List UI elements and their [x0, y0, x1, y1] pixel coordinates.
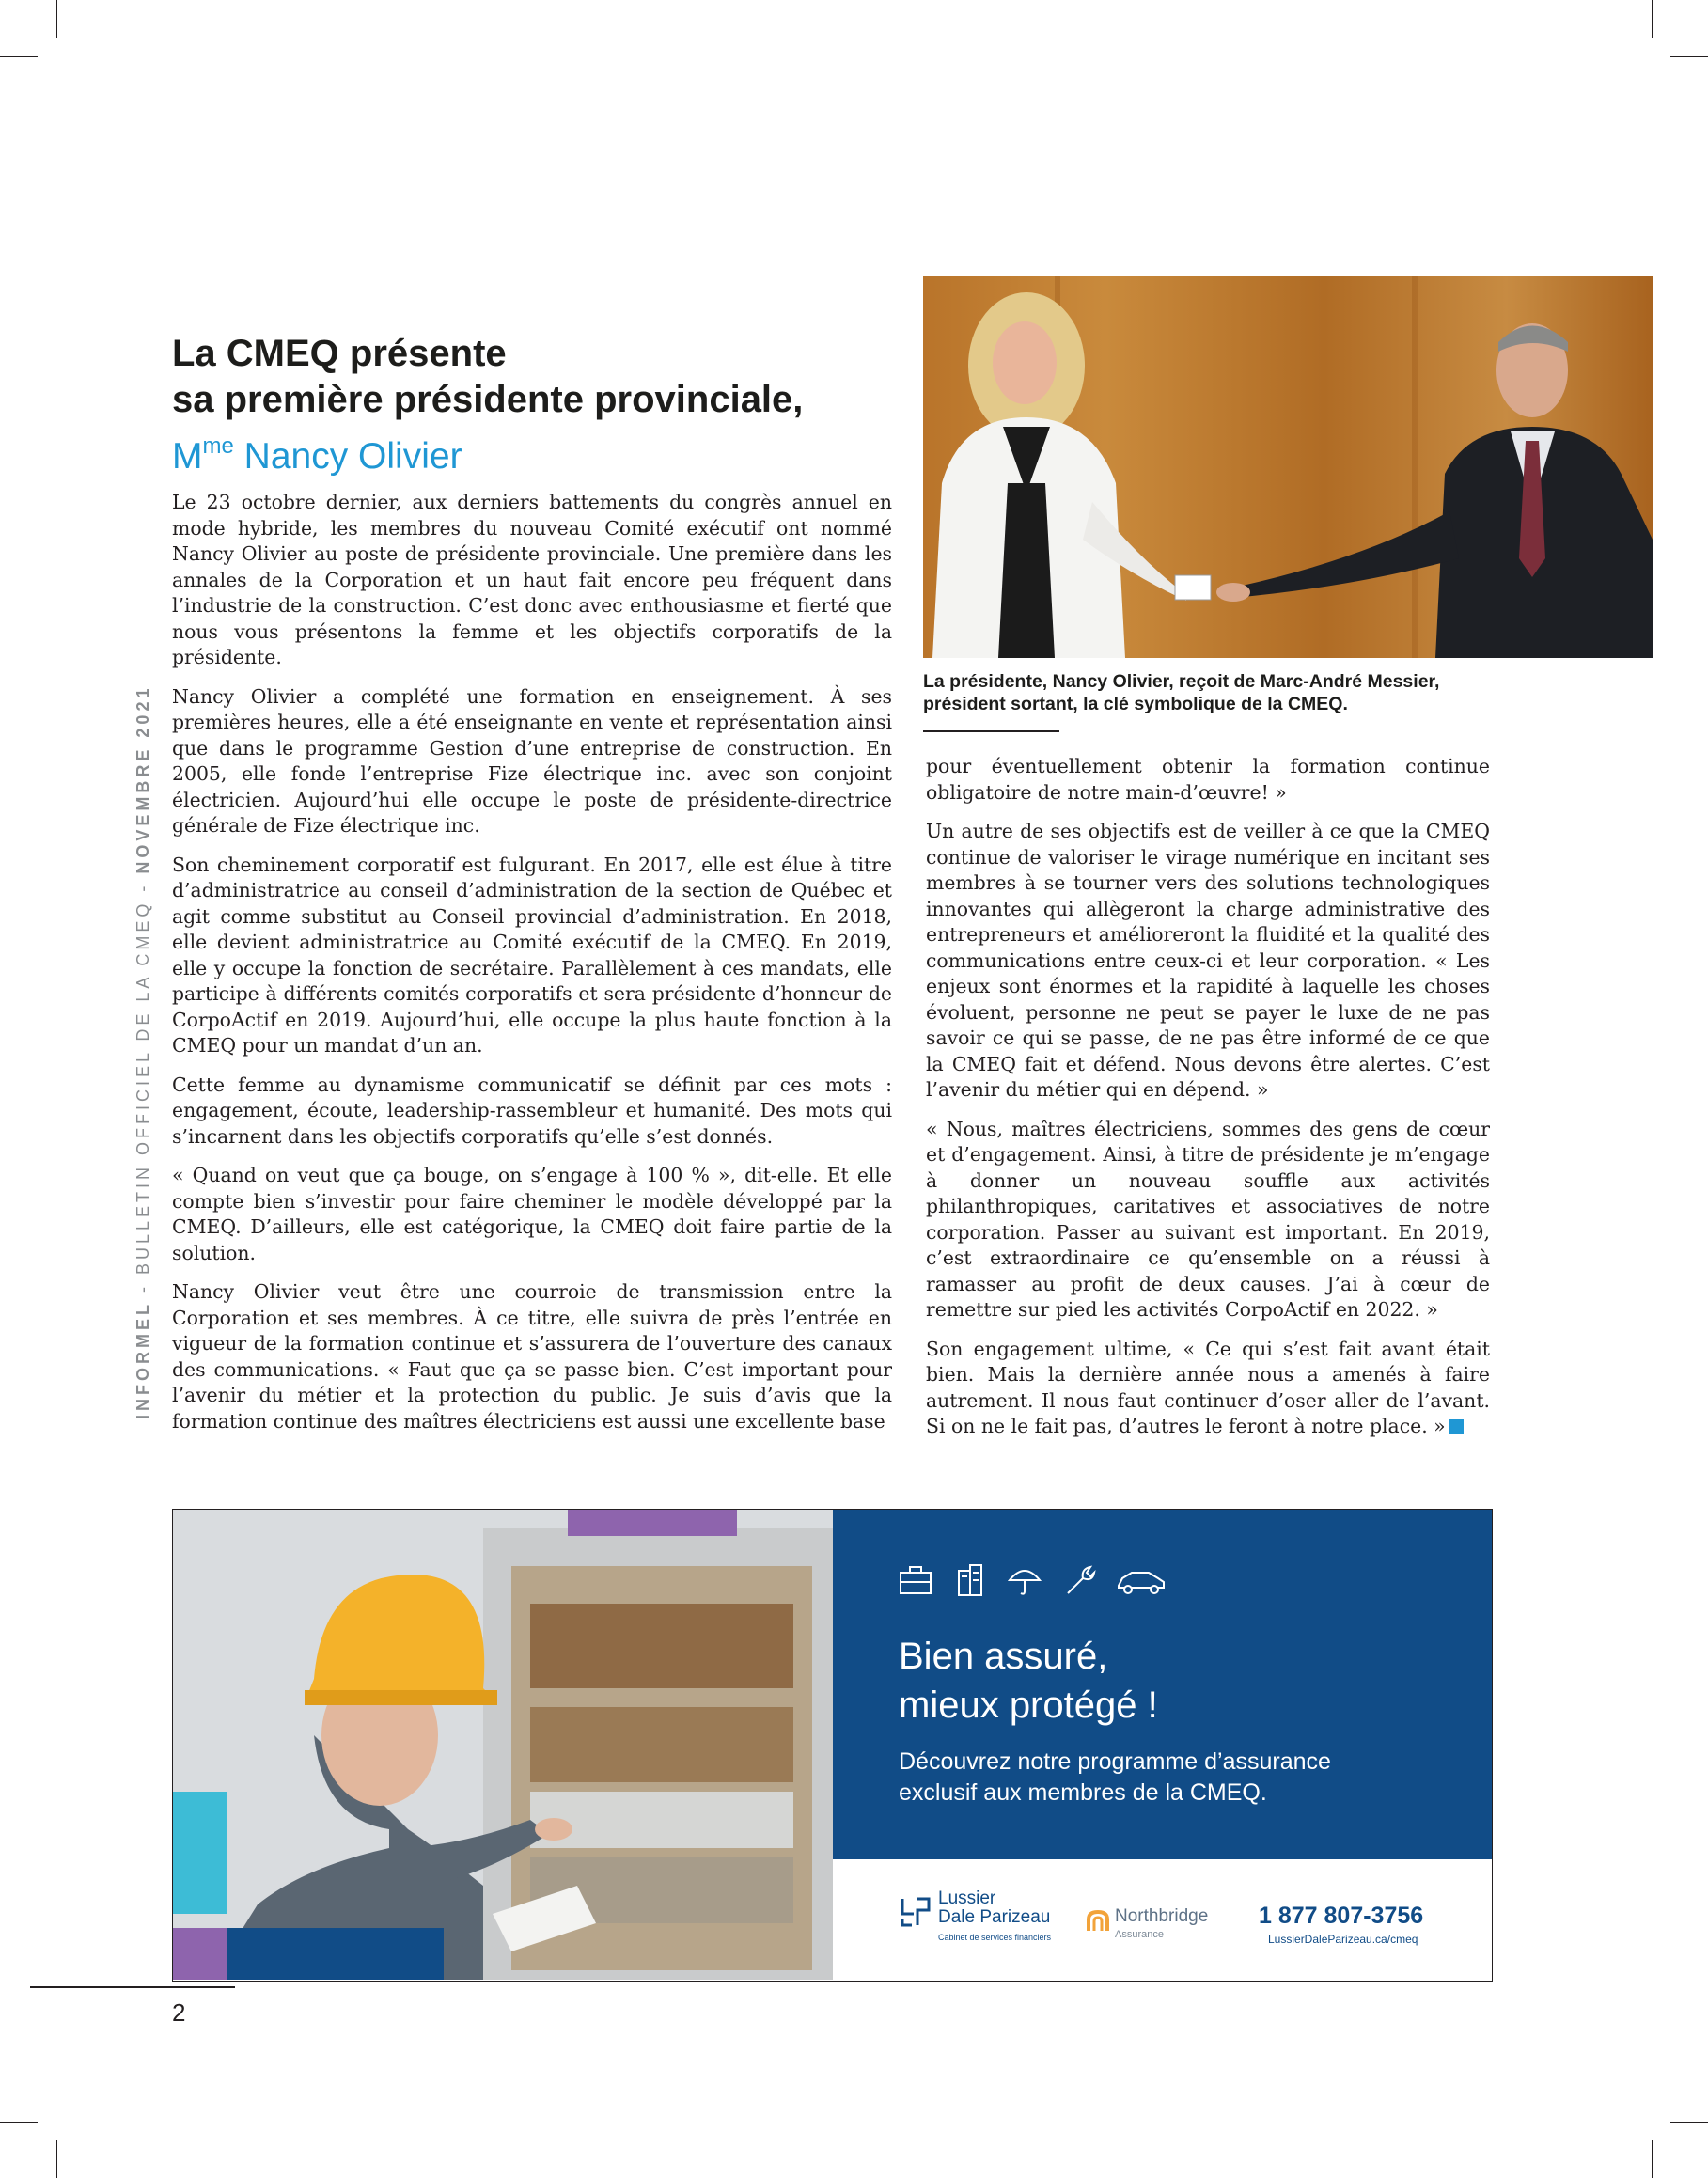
ad-headline-line-1: Bien assuré, [899, 1636, 1108, 1677]
crop-mark [1670, 56, 1708, 57]
final-paragraph-text: Son engagement ultime, « Ce qui s’est fait avant était bien. Mais la dernière année nous a amenés à faire autrement. Il nous faut continuer d’oser aller de l’avant. Si on ne le fait pas, d’autres le feront à notre place. » [926, 1337, 1490, 1437]
end-of-article-square [1449, 1419, 1464, 1434]
crop-mark [0, 56, 38, 57]
president-photo [923, 276, 1653, 658]
footer-rule [30, 1986, 235, 1988]
wrench-icon [1060, 1561, 1098, 1603]
paragraph: Le 23 octobre dernier, aux derniers battements du congrès annuel en mode hybride, les membres du nouveau Comité exécutif ont nommé Nancy Olivier au poste de présidente provinciale. Une première dans les annales de la Corporation et un haut fait encore peu fréquent dans l’industrie de la construction. C’est donc avec enthousiasme et fierté que nous vous présentons la femme et les objectifs corporatifs de la présidente. [172, 491, 892, 668]
crop-mark [0, 2122, 38, 2123]
lussier-line-1: Lussier [938, 1888, 996, 1908]
crop-mark [56, 0, 57, 38]
crop-mark [1652, 2140, 1653, 2178]
paragraph: Son cheminement corporatif est fulgurant. En 2017, elle est élue à titre d’administratrice au conseil d’administration de la section de Québec et agit comme substitut au Conseil provincial d’administration. En 2018, elle devient administratrice au Comité exécutif de la CMEQ. En 2019, elle y occupe la fonction de secrétaire. Parallèlement à ces mandats, elle participe à différents comités corporatifs et sera présidente d’honneur de CorpoActif en 2019. Aujourd’hui, elle occupe la plus haute fonction à la CMEQ pour un mandat d’un an. [172, 853, 892, 1057]
lussier-logo-icon [899, 1895, 932, 1929]
ad-icon-row [897, 1561, 1167, 1603]
ad-website-link[interactable]: LussierDaleParizeau.ca/cmeq [1268, 1933, 1418, 1946]
ad-blue-panel [833, 1510, 1493, 1859]
lussier-line-2: Dale Parizeau [938, 1907, 1051, 1927]
northbridge-logo-icon [1085, 1908, 1111, 1935]
article-header [172, 331, 924, 480]
electrician-illustration [173, 1510, 833, 1980]
subtitle-sup: me [202, 433, 234, 459]
building-icon [951, 1561, 989, 1603]
ad-headline [899, 1632, 1158, 1730]
briefcase-icon [897, 1561, 934, 1603]
photo-illustration [923, 276, 1653, 658]
sidebar-middle: - BULLETIN OFFICIEL DE LA CMEQ - [133, 873, 152, 1301]
ad-body-line-2: exclusif aux membres de la CMEQ. [899, 1779, 1267, 1806]
northbridge-name: Northbridge [1115, 1906, 1209, 1926]
lussier-logo-text [938, 1889, 1050, 1927]
running-sidebar [133, 684, 158, 1419]
paragraph: Cette femme au dynamisme communicatif se définit par ces mots : engagement, écoute, leadership-rassembleur et humanité. Des mots qui s’incarnent dans les objectifs corporatifs qu’elle s’est donnés. [172, 1073, 892, 1148]
car-icon [1115, 1561, 1167, 1603]
subtitle-name: Nancy Olivier [233, 436, 462, 477]
paragraph: pour éventuellement obtenir la formation continue obligatoire de notre main-d’œuvre! » [926, 755, 1490, 804]
article-left-column [172, 490, 892, 1448]
sidebar-publication: INFORMEL [133, 1301, 152, 1419]
ad-body-line-1: Découvrez notre programme d’assurance [899, 1748, 1331, 1775]
caption-rule [923, 730, 1059, 732]
crop-mark [1670, 2122, 1708, 2123]
sidebar-date: NOVEMBRE 2021 [133, 684, 152, 874]
article-title-line-2: sa première présidente provinciale, [172, 379, 804, 420]
paragraph: « Nous, maîtres électriciens, sommes des gens de cœur et d’engagement. Ainsi, à titre de présidente je m’engage à donner un nouveau souffle aux activités philanthropiques, caritatives et associatives de notre corporation. Passer au suivant est important. En 2019, c’est extraordinaire ce qu’ensemble on a réussi à ramasser au profit de deux causes. J’ai à cœur de remettre sur pied les activités CorpoActif en 2022. » [926, 1117, 1490, 1321]
paragraph: Un autre de ses objectifs est de veiller à ce que la CMEQ continue de valoriser le virage numérique en incitant ses membres à se tourner vers des solutions technologiques innovantes qui allègeront la charge administrative des entrepreneurs et amélioreront la fluidité et la qualité des communications entre ceux-ci et leur corporation. « Les enjeux sont énormes et la rapidité à laquelle les choses évoluent, personne ne peut se payer le luxe de ne pas savoir ce qui se passe, de ne pas être informé de ce que la CMEQ fait et défend. Nous devons être alertes. C’est l’avenir du métier qui en dépend. » [926, 820, 1490, 1101]
ad-headline-line-2: mieux protégé ! [899, 1684, 1158, 1726]
paragraph: « Quand on veut que ça bouge, on s’engage à 100 % », dit-elle. Et elle compte bien s’investir pour faire cheminer le modèle développé par la CMEQ. D’ailleurs, elle est catégorique, la CMEQ doit faire partie de la solution. [172, 1164, 892, 1264]
ad-footer [833, 1859, 1493, 1980]
ad-phone-number[interactable]: 1 877 807-3756 [1259, 1903, 1424, 1929]
paragraph: Nancy Olivier veut être une courroie de transmission entre la Corporation et ses membres. À ce titre, elle suivra de près l’entrée en vigueur de la formation continue et s’assurera de l’ouverture des canaux des communications. « Faut que ça se passe bien. C’est important pour l’avenir du métier et la protection du public. Je suis d’avis que la formation continue des maîtres électriciens est aussi une excellente base [172, 1280, 892, 1433]
paragraph-final [926, 1337, 1490, 1440]
umbrella-icon [1006, 1561, 1043, 1603]
crop-mark [56, 2140, 57, 2178]
article-title-line-1: La CMEQ présente [172, 333, 507, 374]
lussier-tagline: Cabinet de services financiers [938, 1933, 1052, 1942]
insurance-advertisement[interactable] [172, 1509, 1493, 1982]
subtitle-prefix: M [172, 436, 203, 477]
crop-mark [1652, 0, 1653, 38]
article-subtitle [172, 423, 924, 480]
electrician-photo [173, 1510, 833, 1980]
ad-body-text [899, 1747, 1331, 1809]
page-number: 2 [172, 1998, 186, 2027]
photo-caption: La présidente, Nancy Olivier, reçoit de Marc-André Messier, président sortant, la clé symbolique de la CMEQ. [923, 671, 1440, 714]
article-right-column [926, 754, 1490, 1453]
northbridge-tagline: Assurance [1115, 1929, 1164, 1940]
paragraph: Nancy Olivier a complété une formation en enseignement. À ses premières heures, elle a été enseignante en vente et représentation ainsi que dans le programme Gestion d’une entreprise de construction. En 2005, elle fonde l’entreprise Fize électrique inc. avec son conjoint électricien. Aujourd’hui elle occupe le poste de présidente-directrice générale de Fize électrique inc. [172, 684, 892, 837]
